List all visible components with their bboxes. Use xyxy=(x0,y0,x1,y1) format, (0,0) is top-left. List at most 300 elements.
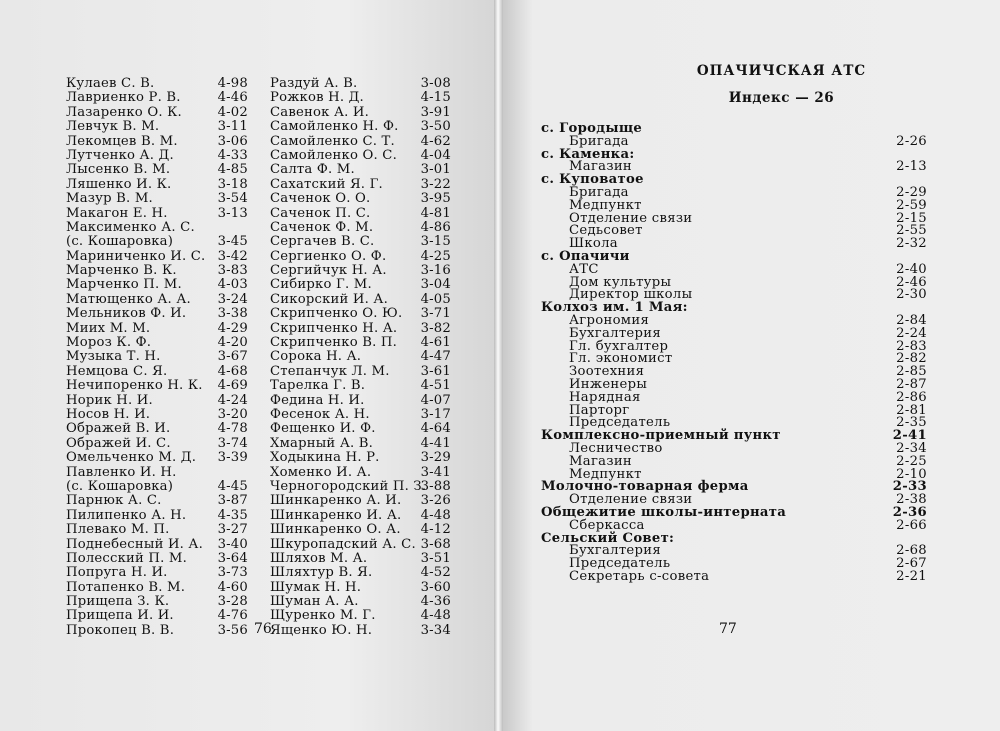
entry-number: 3-08 xyxy=(420,76,451,91)
directory-entry xyxy=(66,149,248,163)
item-number: 2-41 xyxy=(892,428,927,444)
item-number: 2-15 xyxy=(896,210,927,226)
entry-name: Самойленко О. С. xyxy=(270,147,397,163)
entry-name: Скрипченко О. Ю. xyxy=(270,306,403,322)
directory-item xyxy=(541,568,927,584)
entry-number: 3-51 xyxy=(420,550,451,566)
directory-entry xyxy=(66,379,248,393)
directory-entry xyxy=(66,264,248,278)
directory-entry xyxy=(270,552,451,566)
entry-number: 4-46 xyxy=(217,90,248,106)
item-label: Школа xyxy=(569,236,618,252)
entry-number: 3-95 xyxy=(420,191,451,207)
entry-number: 4-45 xyxy=(217,478,248,494)
entry-name: Фесенок А. Н. xyxy=(270,406,370,422)
item-number: 2-34 xyxy=(896,440,927,456)
entry-number: 3-11 xyxy=(217,119,248,135)
directory-entry xyxy=(66,451,248,465)
entry-name: Ображей В. И. xyxy=(66,421,171,437)
item-number: 2-38 xyxy=(896,492,927,508)
entry-number: 4-48 xyxy=(420,507,451,523)
directory-entry xyxy=(66,207,248,221)
entry-number: 4-15 xyxy=(420,90,451,106)
directory-entry xyxy=(66,581,248,595)
item-label: Секретарь с-совета xyxy=(569,568,710,584)
entry-number: 3-18 xyxy=(217,176,248,192)
directory-entry xyxy=(270,422,451,436)
entry-number: 4-98 xyxy=(217,76,248,91)
entry-number: 3-74 xyxy=(217,435,248,451)
directory-entry xyxy=(66,494,248,508)
entry-number: 3-17 xyxy=(420,406,451,422)
entry-name: Прищепа З. К. xyxy=(66,594,170,610)
item-number: 2-25 xyxy=(896,453,927,469)
item-label: Седьсовет xyxy=(569,223,643,239)
entry-name: Саченок Ф. М. xyxy=(270,219,374,235)
item-label: Отделение связи xyxy=(569,492,693,508)
directory-entry xyxy=(66,480,248,494)
entry-name: Полесский П. М. xyxy=(66,550,187,566)
directory-entry xyxy=(270,480,451,494)
directory-entry xyxy=(270,350,451,364)
directory-entry xyxy=(66,178,248,192)
item-number: 2-33 xyxy=(892,479,927,495)
item-label: Дом культуры xyxy=(569,274,672,290)
item-label: Бухгалтерия xyxy=(569,543,661,559)
item-label: Инженеры xyxy=(569,376,648,392)
item-label: Медпункт xyxy=(569,466,642,482)
entry-number: 4-35 xyxy=(217,507,248,523)
exchange-index: Индекс — 26 xyxy=(728,90,835,106)
directory-entry xyxy=(270,264,451,278)
entry-name: Тарелка Г. В. xyxy=(270,378,366,394)
item-number: 2-59 xyxy=(896,197,927,213)
entry-number: 3-60 xyxy=(420,579,451,595)
entry-name: Сергиенко О. Ф. xyxy=(270,248,387,264)
directory-entry xyxy=(270,509,451,523)
directory-entry xyxy=(270,192,451,206)
item-number: 2-26 xyxy=(896,133,927,149)
exchange-title: ОПАЧИЧСКАЯ АТС xyxy=(696,63,867,79)
item-number: 2-85 xyxy=(896,364,927,380)
entry-number: 3-42 xyxy=(217,248,248,264)
entry-name: Марченко В. К. xyxy=(66,263,177,279)
entry-name: Сорока Н. А. xyxy=(270,349,362,365)
item-label: Зоотехния xyxy=(569,364,645,380)
entry-name: Лазаренко О. К. xyxy=(66,104,182,120)
entry-name: Ященко Ю. Н. xyxy=(270,622,373,638)
entry-number: 4-25 xyxy=(420,248,451,264)
entry-name: Шинкаренко И. А. xyxy=(270,507,402,523)
item-number: 2-40 xyxy=(896,261,927,277)
item-label: Партоpг xyxy=(569,402,630,418)
entry-number: 4-02 xyxy=(217,104,248,120)
entry-name: Ображей И. С. xyxy=(66,435,171,451)
entry-number: 3-27 xyxy=(217,522,248,538)
item-label: Бухгалтерия xyxy=(569,325,661,341)
item-number: 2-66 xyxy=(896,517,927,533)
directory-entry xyxy=(66,322,248,336)
directory-entry xyxy=(270,451,451,465)
directory-entry xyxy=(270,408,451,422)
item-label: с. Опачичи xyxy=(541,248,630,264)
directory-entry xyxy=(270,120,451,134)
item-label: Гл. бухгалтер xyxy=(569,338,669,354)
item-number: 2-24 xyxy=(896,325,927,341)
directory-entry xyxy=(66,609,248,623)
directory-entry xyxy=(270,293,451,307)
item-number: 2-30 xyxy=(896,287,927,303)
entry-name: Сибирко Г. М. xyxy=(270,277,372,293)
entry-name: Пилипенко А. Н. xyxy=(66,507,187,523)
entry-name: (с. Кошаровка) xyxy=(66,234,174,250)
entry-number: 3-71 xyxy=(420,306,451,322)
entry-number: 3-28 xyxy=(217,594,248,610)
entry-number: 3-67 xyxy=(217,349,248,365)
entry-name: Мельников Ф. И. xyxy=(66,306,187,322)
item-label: Общежитие школы-интерната xyxy=(541,504,787,520)
directory-entry xyxy=(270,77,451,91)
directory-entry xyxy=(270,250,451,264)
entry-number: 4-41 xyxy=(420,435,451,451)
directory-entry xyxy=(270,595,451,609)
entry-name: Лутченко А. Д. xyxy=(66,147,174,163)
entry-name: Хоменко И. А. xyxy=(270,464,372,480)
entry-name: Саченок П. С. xyxy=(270,205,371,221)
item-number: 2-36 xyxy=(892,504,927,520)
item-number: 2-86 xyxy=(896,389,927,405)
entry-name: Черногородский П. З. xyxy=(270,478,427,494)
item-label: Агрономия xyxy=(569,312,650,328)
directory-entry xyxy=(66,523,248,537)
entry-name: Рожков Н. Д. xyxy=(270,90,364,106)
entry-name: Степанчук Л. М. xyxy=(270,363,390,379)
directory-entry xyxy=(270,149,451,163)
directory-entry xyxy=(66,408,248,422)
entry-name: Сергийчук Н. А. xyxy=(270,263,387,279)
item-number: 2-32 xyxy=(896,236,927,252)
entry-number: 4-03 xyxy=(217,277,248,293)
directory-entry xyxy=(66,307,248,321)
directory-entry xyxy=(270,322,451,336)
item-label: Сберкасса xyxy=(569,517,645,533)
entry-name: Самойленко Н. Ф. xyxy=(270,119,399,135)
directory-entry xyxy=(66,192,248,206)
item-number: 2-46 xyxy=(896,274,927,290)
entry-name: Норик Н. И. xyxy=(66,392,153,408)
entry-number: 4-20 xyxy=(217,335,248,351)
item-label: Лесничество xyxy=(569,440,663,456)
item-label: Молочно-товарная ферма xyxy=(541,479,749,495)
item-label: Комплексно-приемный пункт xyxy=(541,428,781,444)
entry-name: Скрипченко В. П. xyxy=(270,335,398,351)
item-label: Директор школы xyxy=(569,287,693,303)
item-label: Отделение связи xyxy=(569,210,693,226)
entry-name: Шинкаренко А. И. xyxy=(270,493,402,509)
directory-entry xyxy=(66,509,248,523)
entry-name: Лысенко В. М. xyxy=(66,162,171,178)
entry-name: Макагон Е. Н. xyxy=(66,205,168,221)
entry-name: Мороз К. Ф. xyxy=(66,335,152,351)
directory-entry xyxy=(270,91,451,105)
entry-number: 4-51 xyxy=(420,378,451,394)
item-label: Сельский Совет: xyxy=(541,530,675,546)
entry-name: Шкуропадский А. С. xyxy=(270,536,416,552)
directory-entry xyxy=(66,466,248,480)
directory-entry xyxy=(66,422,248,436)
entry-number: 3-40 xyxy=(217,536,248,552)
entry-name: Сикорский И. А. xyxy=(270,291,388,307)
directory-entry xyxy=(270,278,451,292)
directory-entry xyxy=(270,336,451,350)
entry-number: 3-41 xyxy=(420,464,451,480)
entry-name: Попруга Н. И. xyxy=(66,565,168,581)
entry-name: Левчук В. М. xyxy=(66,119,160,135)
item-number: 2-35 xyxy=(896,415,927,431)
directory-entry xyxy=(270,437,451,451)
item-label: Председатель xyxy=(569,556,671,572)
entry-name: Скрипченко Н. А. xyxy=(270,320,398,336)
entry-number: 3-20 xyxy=(217,406,248,422)
directory-entry xyxy=(270,365,451,379)
directory-entry xyxy=(270,307,451,321)
directory-entry xyxy=(270,523,451,537)
left-page xyxy=(0,0,494,731)
directory-entry xyxy=(270,538,451,552)
directory-entry xyxy=(270,394,451,408)
entry-name: Прокопец В. В. xyxy=(66,622,175,638)
entry-name: Мазур В. М. xyxy=(66,191,153,207)
item-number: 2-83 xyxy=(896,338,927,354)
item-number: 2-21 xyxy=(896,568,927,584)
entry-name: Мариниченко И. С. xyxy=(66,248,206,264)
entry-number: 3-50 xyxy=(420,119,451,135)
entry-name: Павленко И. Н. xyxy=(66,464,177,480)
entry-name: Миих М. М. xyxy=(66,320,151,336)
entry-name: Салта Ф. М. xyxy=(270,162,355,178)
entry-number: 4-48 xyxy=(420,608,451,624)
entry-name: Ляшенко И. К. xyxy=(66,176,172,192)
directory-entry xyxy=(66,595,248,609)
entry-number: 3-73 xyxy=(217,565,248,581)
item-label: Нарядная xyxy=(569,389,641,405)
entry-name: Савенок А. И. xyxy=(270,104,370,120)
directory-entry xyxy=(66,106,248,120)
item-number: 2-87 xyxy=(896,376,927,392)
directory-entry xyxy=(66,624,248,638)
directory-entry xyxy=(66,278,248,292)
directory-entry xyxy=(66,437,248,451)
entry-number: 4-52 xyxy=(420,565,451,581)
directory-entry xyxy=(66,538,248,552)
entry-number: 4-07 xyxy=(420,392,451,408)
directory-entry xyxy=(270,379,451,393)
directory-entry xyxy=(66,221,248,235)
entry-number: 3-64 xyxy=(217,550,248,566)
entry-name: Прищепа И. И. xyxy=(66,608,174,624)
entry-number: 4-60 xyxy=(217,579,248,595)
directory-entry xyxy=(270,466,451,480)
entry-number: 3-22 xyxy=(420,176,451,192)
entry-name: Сахатский Я. Г. xyxy=(270,176,383,192)
directory-heading xyxy=(541,248,927,264)
directory-entry xyxy=(270,163,451,177)
entry-number: 4-78 xyxy=(217,421,248,437)
item-number: 2-55 xyxy=(896,223,927,239)
directory-entry xyxy=(66,163,248,177)
directory-entry xyxy=(66,566,248,580)
directory-entry xyxy=(270,221,451,235)
entry-name: Сергачев В. С. xyxy=(270,234,375,250)
entry-name: Носов Н. И. xyxy=(66,406,151,422)
directory-entry xyxy=(66,394,248,408)
entry-number: 3-87 xyxy=(217,493,248,509)
entry-number: 3-38 xyxy=(217,306,248,322)
entry-number: 4-85 xyxy=(217,162,248,178)
entry-number: 4-86 xyxy=(420,219,451,235)
entry-name: Нечипоренко Н. К. xyxy=(66,378,203,394)
directory-entry xyxy=(66,91,248,105)
entry-name: Максименко А. С. xyxy=(66,219,195,235)
directory-entry xyxy=(66,552,248,566)
directory-entry xyxy=(270,609,451,623)
directory-entry xyxy=(270,207,451,221)
directory-column-left xyxy=(66,77,248,638)
entry-name: Музыка Т. Н. xyxy=(66,349,161,365)
entry-number: 4-04 xyxy=(420,147,451,163)
entry-number: 3-83 xyxy=(217,263,248,279)
entry-name: Раздуй А. В. xyxy=(270,76,358,91)
entry-name: Парнюк А. С. xyxy=(66,493,162,509)
entry-number: 3-26 xyxy=(420,493,451,509)
entry-name: Щуренко М. Г. xyxy=(270,608,376,624)
directory-entry xyxy=(270,106,451,120)
entry-name: Шуман А. А. xyxy=(270,594,359,610)
item-label: с. Куповатое xyxy=(541,172,644,188)
entry-number: 3-13 xyxy=(217,205,248,221)
entry-number: 4-81 xyxy=(420,205,451,221)
entry-name: Фещенко И. Ф. xyxy=(270,421,376,437)
entry-number: 4-47 xyxy=(420,349,451,365)
entry-number: 3-91 xyxy=(420,104,451,120)
entry-number: 3-34 xyxy=(420,622,451,638)
directory-entry xyxy=(270,135,451,149)
entry-number: 4-36 xyxy=(420,594,451,610)
entry-number: 3-29 xyxy=(420,450,451,466)
entry-number: 3-45 xyxy=(217,234,248,250)
book-gutter xyxy=(494,0,503,731)
entry-name: Омельченко М. Д. xyxy=(66,450,197,466)
entry-number: 4-05 xyxy=(420,291,451,307)
item-label: Бригада xyxy=(569,133,629,149)
entry-number: 3-15 xyxy=(420,234,451,250)
entry-number: 4-24 xyxy=(217,392,248,408)
directory-entry xyxy=(270,581,451,595)
item-number: 2-84 xyxy=(896,312,927,328)
item-number: 2-81 xyxy=(896,402,927,418)
item-label: Медпункт xyxy=(569,197,642,213)
item-number: 2-67 xyxy=(896,556,927,572)
directory-entry xyxy=(270,494,451,508)
item-label: Председатель xyxy=(569,415,671,431)
entry-name: Шинкаренко О. А. xyxy=(270,522,401,538)
directory-column-right xyxy=(270,77,451,638)
item-label: с. Городыще xyxy=(541,121,643,136)
entry-number: 4-76 xyxy=(217,608,248,624)
item-number: 2-68 xyxy=(896,543,927,559)
directory-entry xyxy=(66,77,248,91)
entry-number: 4-69 xyxy=(217,378,248,394)
entry-number: 4-29 xyxy=(217,320,248,336)
entry-name: Марченко П. М. xyxy=(66,277,182,293)
entry-number: 4-61 xyxy=(420,335,451,351)
entry-name: Самойленко С. Т. xyxy=(270,133,395,149)
item-number: 2-13 xyxy=(896,159,927,175)
entry-name: Плевако М. П. xyxy=(66,522,170,538)
item-number: 2-29 xyxy=(896,184,927,200)
entry-name: Шумак Н. Н. xyxy=(270,579,362,595)
entry-number: 3-61 xyxy=(420,363,451,379)
entry-number: 4-68 xyxy=(217,363,248,379)
item-label: Магазин xyxy=(569,453,633,469)
entry-name: Федина Н. И. xyxy=(270,392,365,408)
page-number: 77 xyxy=(719,621,737,637)
item-label: с. Каменка: xyxy=(541,146,635,162)
item-number: 2-82 xyxy=(896,351,927,367)
entry-number: 3-01 xyxy=(420,162,451,178)
entry-number: 3-24 xyxy=(217,291,248,307)
entry-number: 4-12 xyxy=(420,522,451,538)
item-label: Гл. экономист xyxy=(569,351,673,367)
directory-entry xyxy=(66,120,248,134)
entry-name: Лавриенко Р. В. xyxy=(66,90,181,106)
entry-name: Немцова С. Я. xyxy=(66,363,168,379)
entry-name: Потапенко В. М. xyxy=(66,579,186,595)
item-label: Бригада xyxy=(569,184,629,200)
directory-entry xyxy=(270,178,451,192)
directory-entry xyxy=(66,365,248,379)
directory-entry xyxy=(66,293,248,307)
entry-name: Лекомцев В. М. xyxy=(66,133,178,149)
entry-name: Поднебесный И. А. xyxy=(66,536,204,552)
entry-number: 4-62 xyxy=(420,133,451,149)
directory-entry xyxy=(66,235,248,249)
item-label: АТС xyxy=(569,261,599,277)
directory-entry xyxy=(270,566,451,580)
directory-entry xyxy=(270,235,451,249)
entry-name: Саченок О. О. xyxy=(270,191,371,207)
entry-number: 3-39 xyxy=(217,450,248,466)
entry-number: 3-68 xyxy=(420,536,451,552)
directory-entry xyxy=(66,135,248,149)
entry-number: 3-16 xyxy=(420,263,451,279)
entry-number: 3-04 xyxy=(420,277,451,293)
entry-name: (с. Кошаровка) xyxy=(66,478,174,494)
entry-number: 3-06 xyxy=(217,133,248,149)
item-label: Колхоз им. 1 Мая: xyxy=(541,300,688,316)
entry-name: Шляхов М. А. xyxy=(270,550,368,566)
entry-number: 4-33 xyxy=(217,147,248,163)
page-number: 76 xyxy=(254,621,272,637)
entry-number: 3-88 xyxy=(420,478,451,494)
entry-name: Кулаев С. В. xyxy=(66,76,155,91)
entry-name: Хмарный А. В. xyxy=(270,435,374,451)
directory-entry xyxy=(66,350,248,364)
entry-number: 3-82 xyxy=(420,320,451,336)
right-page xyxy=(503,0,1000,731)
entry-name: Шляхтур В. Я. xyxy=(270,565,373,581)
directory-entry xyxy=(66,250,248,264)
